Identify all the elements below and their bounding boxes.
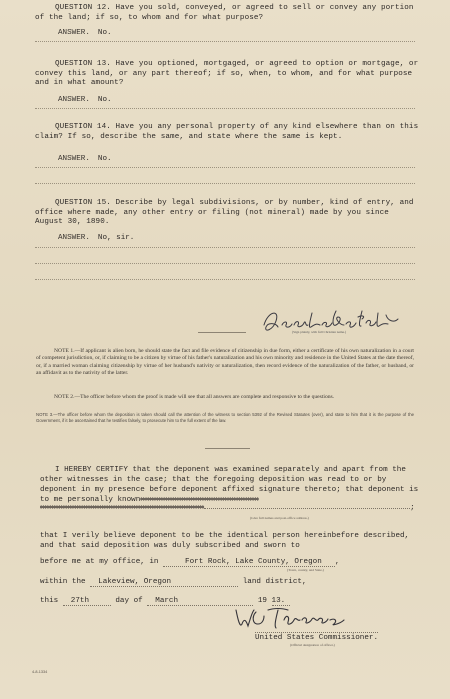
answer-14: ANSWER. No. — [58, 155, 112, 163]
answer-rule — [35, 108, 415, 109]
answer-rule — [35, 183, 415, 184]
answer-rule — [35, 263, 415, 264]
question-13: QUESTION 13. Have you optioned, mortgaged, or agreed to option or mortgage, or convey this land, or any part thereof; if so, when, to whom, and for what purpose and in what amount? — [35, 60, 419, 88]
divider — [205, 448, 250, 449]
address-caption: (Give full names and post-office address.) — [250, 516, 309, 520]
note-2: NOTE 2.—The officer before whom the proof is made will see that all answers are complete and responsive to the questions. — [54, 394, 335, 400]
answer-rule — [35, 41, 415, 42]
place-value: Fort Rock, Lake County, Oregon — [163, 558, 335, 567]
answer-rule — [35, 247, 415, 248]
district-line: within the Lakeview, Oregon land district, — [40, 578, 307, 586]
note-3: NOTE 3.—The officer before whom the deposition is taken should call the attention of the witness to section 5392 of the Revised Statutes (over), and state to him that it is the purpose of the Government, if it be ascertained that he testifies falsely, to prosecute him to the full extent of the law. — [36, 412, 414, 423]
answer-15: ANSWER. No, sir. — [58, 234, 135, 242]
note-1: NOTE 1.—If applicant is alien born, he should state the fact and file evidence of citizenship in due form, either a certificate of his own naturalization in a court of competent jurisdiction, or, if claiming to be a citizen by virtue of his father's naturalization and his own minority and residence in the United States at the date thereof, or, if a married woman claiming citizenship by virtue of her husband's nativity or naturalization, then record evidence of the naturalization of the father, or husband, or an affidavit as to the nativity of the latter. — [36, 348, 414, 376]
signature-caption: (Sign plainly, with full Christian name.) — [292, 330, 347, 334]
commissioner-title: United States Commissioner. — [255, 634, 379, 642]
title-caption: (Official designation of officer.) — [290, 643, 335, 647]
certification-text: I HEREBY CERTIFY that the deponent was examined separately and apart from the other witnesses in the case; that the foregoing deposition was read to or by deponent in my presence before deponent affixed signature thereto; that deponent is to me personally knownxxxxxxxxxxxxxxxxxxxxxxxxxx — [40, 466, 419, 504]
form-number: 4-8-1334 — [32, 670, 48, 674]
commissioner-signature — [230, 602, 350, 634]
place-caption: (Town, county, and State.) — [287, 568, 324, 572]
question-12: QUESTION 12. Have you sold, conveyed, or agreed to sell or convey any portion of the land; if so, to whom and for what purpose? — [35, 4, 414, 22]
office-line: before me at my office, in Fort Rock, Lake County, Oregon , — [40, 558, 340, 566]
month-value: March — [147, 597, 253, 606]
divider — [198, 332, 246, 333]
question-14: QUESTION 14. Have you any personal property of any kind elsewhere than on this claim? If so, describe the same, and state where the same is kept. — [35, 123, 419, 141]
day-value: 27th — [63, 597, 111, 606]
date-line: this 27th day of March 19 13. — [40, 597, 290, 606]
district-value: Lakeview, Oregon — [90, 578, 238, 587]
answer-13: ANSWER. No. — [58, 96, 112, 104]
question-15: QUESTION 15. Describe by legal subdivisions, or by number, kind of entry, and office where made, any other entry or filing (not mineral) made by you since August 30, 1890. — [35, 199, 414, 227]
struck-line: xxxxxxxxxxxxxxxxxxxxxxxxxxxxxxxxxxxx ; — [40, 504, 415, 512]
year-value: 13. — [272, 597, 290, 606]
answer-rule — [35, 279, 415, 280]
answer-12: ANSWER. No. — [58, 29, 112, 37]
answer-rule — [35, 167, 415, 168]
certification-text-2: that I verily believe deponent to be the identical person hereinbefore described, and that said deposition was duly subscribed and sworn to — [40, 532, 410, 550]
